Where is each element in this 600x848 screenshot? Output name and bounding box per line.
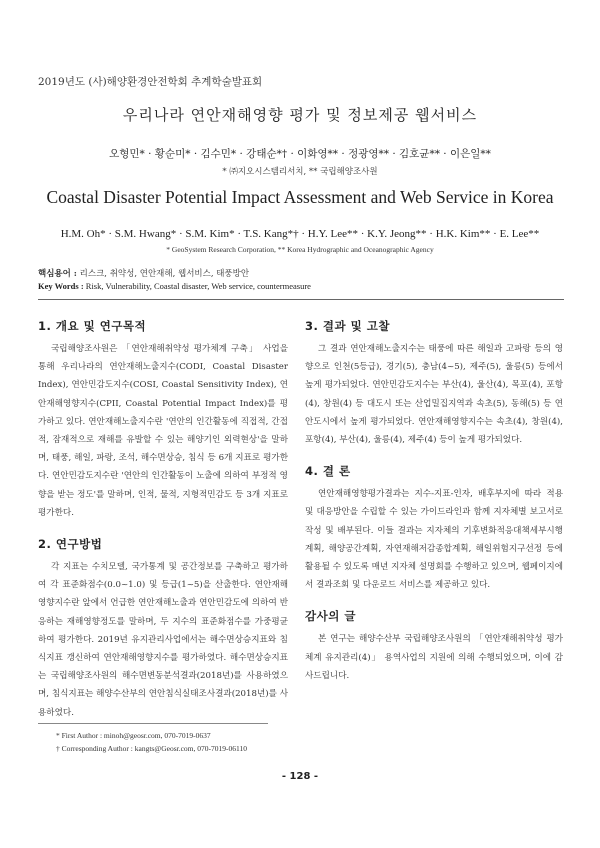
section-1-body: 국립해양조사원은 「연안재해취약성 평가체계 구축」 사업을 통해 우리나라의 연안재해노출지수(CODI, Coastal Disaster Index), 연안민감도지수(COSI, Coastal Sensitivity Index), 연안재해영향지수(CPII, Coastal Potential Impact Index)를 평가하고 있다. 연안재해노출지수란 '연안의 인간활동에 직접적, 간접적, 잠재적으로 재해를 유발할 수 있는 해양기인 외력현상'을 말하며, 태풍, 해일, 파랑, 조석, 해수면상승, 침식 등 6개 지표로 평가한다. 연안민감도지수란 '연안의 인간활동이 노출에 의하여 부정적 영향을 받는 정도'를 말하며, 인적, 물적, 지형적민감도 등 3개 지표로 평가한다.	[38, 344, 288, 518]
section-4-body: 연안재해영향평가결과는 지수-지표-인자, 배후부지에 따라 적용 및 대응방안을 수립할 수 있는 가이드라인과 함께 지자체별 보고서로 작성 및 배부된다. 이들 결과는 지자체의 기후변화적응대책세부시행계획, 해양공간계획, 자연재해저감종합계획, 해일위험지구선정 등에 활용될 수 있도록 매년 지자체 설명회를 수행하고 있으며, 웹페이지에서 결과조회 및 다운로드 서비스를 제공하고 있다.	[305, 489, 563, 591]
english-title: Coastal Disaster Potential Impact Assessment and Web Service in Korea	[46, 187, 554, 207]
korean-authors: 오형민* · 황순미* · 김수민* · 강태순*† · 이화영** · 정광영** · 김호균** · 이은일**	[109, 148, 491, 160]
korean-title: 우리나라 연안재해영향 평가 및 정보제공 웹서비스	[122, 106, 478, 124]
section-4-title: 4. 결 론	[305, 464, 351, 479]
section-2-body: 각 지표는 수치모델, 국가통계 및 공간정보를 구축하고 평가하여 각 표준화점수(0.0~1.0) 및 등급(1~5)을 산출한다. 연안재해영향지수란 앞에서 언급한 연안재해노출과 연안민감도에 의하여 반응하는 재해영향정도를 말하며, 두 지수의 표준화점수를 가중평균하여 평가한다. 2019년 유지관리사업에서는 해수면상승지표와 침식지표 갱신하여 연안재해영향지수를 평가하였다. 해수면상승지표는 국립해양조사원의 해수면변동분석결과(2018년)를 사용하였으며, 침식지표는 해양수산부의 연안침식실태조사결과(2018년)를 사용하였다.	[38, 562, 288, 718]
header-divider	[38, 299, 564, 300]
footnote-first-author: * First Author : minoh@geosr.com, 070-7019-0637	[56, 731, 211, 740]
korean-affiliation: * ㈜지오시스템리서치, ** 국립해양조사원	[222, 167, 378, 177]
acknowledgement-title: 감사의 글	[305, 609, 356, 624]
keywords-english	[38, 281, 311, 291]
keywords-english-text: Risk, Vulnerability, Coastal disaster, Web service, countermeasure	[83, 281, 311, 291]
keywords-korean	[38, 267, 249, 279]
footnote-corresponding-author: † Corresponding Author : kangts@Geosr.com, 070-7019-06110	[56, 744, 247, 753]
conference-header: 2019년도 (사)해양환경안전학회 추계학술발표회	[38, 76, 263, 88]
section-3-title: 3. 결과 및 고찰	[305, 319, 390, 333]
page-number: - 128 -	[281, 771, 319, 782]
footnote-divider	[38, 723, 268, 724]
acknowledgement-body: 본 연구는 해양수산부 국립해양조사원의 「연안재해취약성 평가체계 유지관리(4)」 용역사업의 지원에 의해 수행되었으며, 이에 감사드립니다.	[305, 634, 563, 681]
keywords-english-label: Key Words :	[38, 281, 84, 291]
keywords-korean-label: 핵심용어 :	[38, 269, 77, 279]
right-column	[305, 318, 563, 685]
english-authors: H.M. Oh* · S.M. Hwang* · S.M. Kim* · T.S. Kang*† · H.Y. Lee** · K.Y. Jeong** · H.K. Kim** · E. Lee**	[60, 228, 540, 240]
section-1-title: 1. 개요 및 연구목적	[38, 319, 147, 333]
left-column	[38, 318, 288, 722]
english-affiliation: * GeoSystem Research Corporation, ** Korea Hydrographic and Oceanographic Agency	[166, 245, 434, 254]
section-3-body: 그 결과 연안재해노출지수는 태풍에 따른 해일과 고파랑 등의 영향으로 인천(5등급), 경기(5), 충남(4~5), 제주(5), 울릉(5) 등에서 높게 평가되었다. 연안민감도지수는 부산(4), 울산(4), 목포(4), 포항(4), 창원(4) 등 대도시 또는 산업밀집지역과 속초(5), 동해(5) 등 연안도시에서 높게 평가되었다. 연안재해영향지수는 속초(4), 창원(4), 포항(4), 부산(4), 울릉(4), 제주(4) 등이 높게 평가되었다.	[305, 344, 563, 446]
keywords-korean-text: 리스크, 취약성, 연안재해, 웹서비스, 태풍방안	[76, 269, 250, 279]
section-2-title: 2. 연구방법	[38, 537, 103, 552]
